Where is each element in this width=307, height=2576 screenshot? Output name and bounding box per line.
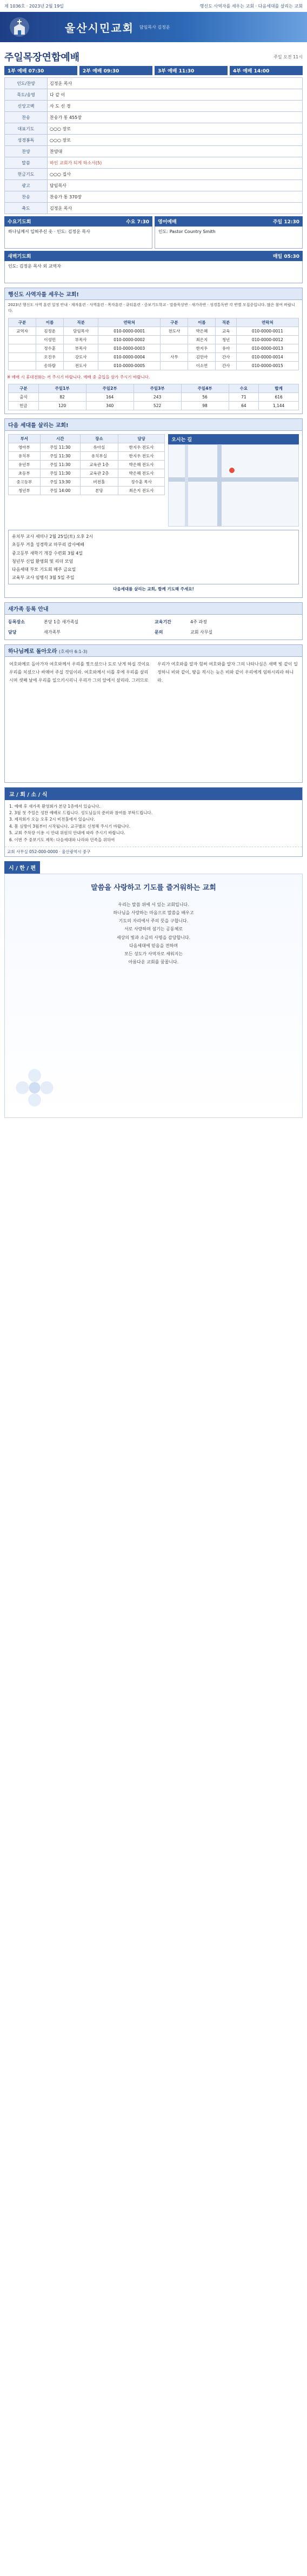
info-value: 본당 1층 새가족실: [44, 619, 79, 624]
cell: 164: [86, 393, 134, 402]
cell: 010-0000-0012: [236, 336, 298, 344]
cell: 교육관 2층: [80, 469, 118, 478]
sermon-body: 여호와께로 돌아가자 여호와께서 우리를 찢으셨으나 도로 낫게 하실 것이요 우리를 치셨으나 싸매어 주실 것임이라. 여호와께서 이틀 후에 우리를 살리시며 셋째 날에 우리를 일으키시리니 우리가 그의 앞에서 살리라. 그러므로 우리가 여호와를 알자 힘써 여호와를 알자 그의 나타나심은 새벽 빛 같이 일정하니 비와 같이, 땅을 적시는 늦은 비와 같이 우리에게 임하시리라 하니라.: [9, 661, 298, 683]
col-header: 이름: [36, 318, 64, 327]
col-header: 연락처: [98, 318, 161, 327]
ministry-note: ※ 예배 시 휴대전화는 꺼 주시기 바랍니다. 예배 중 출입을 삼가 주시기 바랍니다.: [7, 375, 150, 380]
table-row: [9, 469, 165, 478]
cell: 71: [229, 393, 259, 402]
order-key: 찬송: [5, 191, 48, 203]
info-value: 4주 과정: [190, 619, 207, 624]
sermon-header: [5, 645, 302, 657]
wednesday-header: [4, 216, 152, 227]
poem-line: 우리는 말씀 위에 서 있는 교회입니다.: [118, 902, 189, 907]
order-value: 담임목사: [48, 180, 303, 191]
poem-title: 말씀을 사랑하고 기도를 즐거워하는 교회: [91, 884, 216, 893]
col-header: 구분: [9, 384, 39, 393]
order-value: ○○○ 장로: [48, 135, 303, 146]
order-key: 신앙고백: [5, 101, 48, 112]
church-banner: [0, 12, 307, 42]
list-item: 교육부 교사 임명식 3월 5일 주일: [12, 575, 75, 581]
cell: 340: [86, 402, 134, 410]
cell: 주일 11:30: [40, 443, 80, 452]
cell: 010-0000-0001: [98, 327, 161, 336]
table-row: [9, 362, 299, 370]
order-key: 헌금기도: [5, 169, 48, 180]
announcements-footer: 교회 사무실 052-000-0000 · 울산광역시 중구: [5, 847, 302, 856]
order-key: 찬양: [5, 146, 48, 157]
cell: 출석: [9, 393, 39, 402]
poem-line: 아름다운 교회를 꿈꿉니다.: [128, 960, 179, 965]
top-bar: [0, 0, 307, 12]
order-value: 하인 교회가 되게 하소서(5): [48, 157, 303, 169]
ministry-paragraph: 2023년 행신도 사역 훈련 일정 안내 · 제자훈련 · 사역훈련 · 목자훈련 · 큐티훈련 · 중보기도학교 · 말씀묵상반 · 새가족반 · 성경통독반 각 반별 모집중입니다. 많은 참여 바랍니다.: [8, 303, 295, 313]
poem-line: 하나님을 사랑하는 마음으로 말씀을 배우고: [113, 910, 194, 915]
order-value: 찬송가 통 370장: [48, 191, 303, 203]
attendance-table: [8, 384, 299, 410]
service-time-2: 2부 예배 09:30: [79, 66, 152, 75]
cell: 간사: [216, 362, 236, 370]
cell: 유치부: [9, 452, 41, 461]
col-header: 부서: [9, 435, 41, 443]
cell: [161, 336, 188, 344]
table-row: [9, 452, 165, 461]
order-value: 김정운 목사: [48, 78, 303, 89]
cell: 영아부: [9, 443, 41, 452]
list-item: 유치부 교사 세미나 2월 25일(토) 오후 2시: [12, 534, 94, 540]
list-item: 5. 교회 주차장 이용 시 안내 위원의 안내에 따라 주시기 바랍니다.: [9, 830, 125, 836]
order-key: 성경봉독: [5, 135, 48, 146]
cell: 청년부: [9, 487, 41, 495]
cell: 김민아: [188, 353, 216, 362]
cell: 담임목사: [64, 327, 98, 336]
cell: 전도사: [161, 327, 188, 336]
english-body: 인도: Pastor Country Smith: [155, 227, 303, 249]
cell: 부목사: [64, 344, 98, 353]
cell: 간사: [216, 353, 236, 362]
col-header: 장소: [80, 435, 118, 443]
info-key: 담당: [8, 629, 17, 635]
dawn-time: 매일 05:30: [272, 254, 299, 259]
service-time-3: 3부 예배 11:30: [155, 66, 228, 75]
order-key: 찬송: [5, 112, 48, 123]
cell: 56: [181, 393, 229, 402]
order-value: 찬송가 통 455장: [48, 112, 303, 123]
english-time: 주일 12:30: [272, 219, 299, 225]
cell: 1,144: [259, 402, 299, 410]
list-item: 중고등부 새학기 개강 수련회 3월 4일: [12, 550, 83, 556]
next-gen-slogan: 다음세대를 살리는 교회, 함께 기도해 주세요!: [113, 587, 194, 592]
cell: 한지우 전도사: [118, 452, 165, 461]
cell: 010-0000-0015: [236, 362, 298, 370]
cell: 한지우 전도사: [118, 443, 165, 452]
dawn-label: 새벽기도회: [8, 254, 31, 259]
cell: [9, 344, 36, 353]
poem-line: 다음세대에 믿음을 전하며: [129, 943, 178, 948]
cell: 243: [134, 393, 181, 402]
order-value: 찬양대: [48, 146, 303, 157]
order-value: ○○○ 집사: [48, 169, 303, 180]
cell: 유년부: [9, 461, 41, 469]
cell: 유아: [216, 344, 236, 353]
cell: 오진우: [36, 353, 64, 362]
church-location-pin-icon: [228, 467, 236, 474]
list-item: 6. 이번 주 중보기도 제목: 다음세대와 나라와 민족을 위하여: [9, 837, 115, 842]
cell: 박은혜: [188, 327, 216, 336]
list-item: 다음세대 부모 기도회 매주 금요일: [12, 567, 76, 572]
wednesday-time: 수요 7:30: [126, 219, 149, 225]
sermon-section: [4, 644, 303, 783]
next-gen-section: [4, 418, 303, 597]
col-header: 연락처: [236, 318, 298, 327]
cell: 유아실: [80, 443, 118, 452]
cell: 강도사: [64, 353, 98, 362]
events-list: [8, 530, 299, 584]
cell: 이성민: [36, 336, 64, 344]
location-map[interactable]: [168, 444, 299, 527]
pastor-name: 담임목사 김정운: [139, 24, 170, 30]
table-row: [9, 336, 299, 344]
cell: 120: [38, 402, 86, 410]
cell: [161, 362, 188, 370]
cell: 010-0000-0003: [98, 344, 161, 353]
staff-table: [8, 318, 299, 370]
sermon-title: 하나님께로 돌아오라: [8, 648, 57, 655]
poem-line: 서로 사랑하며 섬기는 공동체로: [124, 927, 183, 932]
col-header: 주일1부: [38, 384, 86, 393]
col-header: 주일3부: [134, 384, 181, 393]
list-item: 청년부 신입 환영회 및 리더 모임: [12, 558, 74, 564]
cell: 주일 14:00: [40, 487, 80, 495]
worship-subtitle: 주일 오전 11시: [273, 54, 303, 59]
cell: 정수훈 목사: [118, 478, 165, 487]
cell: [9, 362, 36, 370]
cell: 최은지 전도사: [118, 487, 165, 495]
new-family-section: [4, 602, 303, 640]
table-row: [9, 344, 299, 353]
cell: 82: [38, 393, 86, 402]
cell: 교육관 1층: [80, 461, 118, 469]
col-header: 이름: [188, 318, 216, 327]
cell: 송하람: [36, 362, 64, 370]
worship-order-table: [4, 77, 303, 214]
cell: 010-0000-0002: [98, 336, 161, 344]
order-key: 말씀: [5, 157, 48, 169]
table-row: [9, 393, 299, 402]
cell: [9, 353, 36, 362]
order-value: 사 도 신 경: [48, 101, 303, 112]
cell: 98: [181, 402, 229, 410]
col-header: 직분: [216, 318, 236, 327]
motto-text: 행신도 사역자를 세우는 교회 · 다음세대를 살리는 교회: [199, 3, 303, 9]
table-row: [9, 478, 165, 487]
worship-title: 주일목장연합예배: [4, 52, 80, 63]
table-row: [9, 402, 299, 410]
service-time-4: 4부 예배 14:00: [230, 66, 303, 75]
list-item: 초등부 겨울 성경학교 마무리 감사예배: [12, 542, 84, 548]
ministry-section: [4, 288, 303, 414]
table-row: [9, 443, 165, 452]
order-key: 대표기도: [5, 123, 48, 135]
info-key: 교육기간: [155, 619, 171, 624]
cell: 이소연: [188, 362, 216, 370]
cell: 주일 11:30: [40, 469, 80, 478]
dawn-header: [4, 251, 303, 261]
col-header: 구분: [9, 318, 36, 327]
cell: 유치부실: [80, 452, 118, 461]
poem-line: 세상의 빛과 소금의 사명을 감당합니다.: [116, 935, 191, 940]
list-item: 3. 제직회가 오늘 오후 2시 비전홀에서 있습니다.: [9, 817, 96, 822]
col-header: 수요: [229, 384, 259, 393]
sermon-scripture: (호세아 6:1-3): [58, 649, 88, 654]
cell: 주일 13:30: [40, 478, 80, 487]
church-logo-icon: [9, 16, 30, 38]
new-family-title: 새가족 등록 안내: [5, 603, 302, 615]
announcements-section: [4, 787, 303, 857]
cell: 박은혜 전도사: [118, 469, 165, 478]
cell: 한지우: [188, 344, 216, 353]
cell: 비전홀: [80, 478, 118, 487]
order-key: 축도: [5, 203, 48, 214]
map-title: 오시는 길: [171, 437, 192, 443]
order-value: 김정운 목사: [48, 203, 303, 214]
poem-label: 시 / 한 / 편: [4, 861, 40, 874]
cell: 본당: [80, 487, 118, 495]
service-time-1: 1부 예배 07:30: [4, 66, 77, 75]
order-value: ○○○ 장로: [48, 123, 303, 135]
table-row: [9, 327, 299, 336]
cell: 중고등부: [9, 478, 41, 487]
list-item: 2. 3월 첫 주일은 성찬 예배로 드립니다. 성도님들의 준비와 참여를 부탁드립니다.: [9, 810, 153, 815]
col-header: 주일4부: [181, 384, 229, 393]
list-item: 1. 예배 후 새가족 환영회가 본당 1층에서 있습니다.: [9, 803, 101, 809]
col-header: 담당: [118, 435, 165, 443]
cell: 초등부: [9, 469, 41, 478]
list-item: 4. 봄 심방이 3월부터 시작됩니다. 교구별로 신청해 주시기 바랍니다.: [9, 823, 131, 829]
cell: 010-0000-0005: [98, 362, 161, 370]
ministry-title: 행신도 사역자를 세우는 교회!: [5, 288, 302, 300]
wednesday-label: 수요기도회: [8, 219, 31, 225]
cell: 010-0000-0011: [236, 327, 298, 336]
cell: 전도사: [64, 362, 98, 370]
order-key: 묵도/송영: [5, 89, 48, 101]
poem-section: [4, 861, 303, 1118]
poem-box: [4, 874, 303, 1118]
cell: [9, 336, 36, 344]
cell: 최은지: [188, 336, 216, 344]
cell: [161, 344, 188, 353]
order-key: 광고: [5, 180, 48, 191]
info-key: 문의: [155, 629, 163, 635]
announcements-body: [5, 800, 302, 847]
cell: 64: [229, 402, 259, 410]
cell: 010-0000-0004: [98, 353, 161, 362]
cell: 교역자: [9, 327, 36, 336]
english-label: 영어예배: [158, 219, 177, 225]
cell: 부목사: [64, 336, 98, 344]
col-header: 합계: [259, 384, 299, 393]
english-header: [155, 216, 303, 227]
cell: 교육: [216, 327, 236, 336]
col-header: 구분: [161, 318, 188, 327]
announcements-title: 교 / 회 / 소 / 식: [5, 788, 302, 800]
table-row: [9, 353, 299, 362]
col-header: 시간: [40, 435, 80, 443]
order-value: 다 같 이: [48, 89, 303, 101]
cell: 616: [259, 393, 299, 402]
cell: 헌금: [9, 402, 39, 410]
cell: 박은혜 전도사: [118, 461, 165, 469]
table-row: [9, 487, 165, 495]
cell: 정수훈: [36, 344, 64, 353]
cell: 522: [134, 402, 181, 410]
cell: 주일 11:30: [40, 461, 80, 469]
col-header: 직분: [64, 318, 98, 327]
poem-line: 기도의 자리에서 주의 뜻을 구합니다.: [118, 918, 189, 924]
church-name: 울산시민교회: [65, 21, 134, 35]
cell: 010-0000-0013: [236, 344, 298, 353]
dawn-body: 인도: 김정운 목사 외 교역자: [4, 261, 303, 283]
decorative-flower-icon: [10, 1063, 59, 1112]
col-header: 주일2부: [86, 384, 134, 393]
wednesday-body: 하나님께서 입혀주신 옷 · 인도: 김정운 목사: [4, 227, 152, 249]
table-row: [9, 461, 165, 469]
info-value: 새가족부: [44, 629, 61, 635]
issue-text: 제 1036호 · 2023년 2월 19일: [4, 3, 64, 9]
department-table: [8, 434, 165, 495]
order-key: 인도/찬양: [5, 78, 48, 89]
next-gen-title: 다음 세대를 살리는 교회!: [5, 419, 302, 431]
cell: 사무: [161, 353, 188, 362]
poem-line: 모든 성도가 사역자로 세워지는: [124, 951, 183, 956]
info-value: 교회 사무실: [190, 629, 213, 635]
cell: 김정운: [36, 327, 64, 336]
info-key: 등록장소: [8, 619, 25, 624]
cell: 010-0000-0014: [236, 353, 298, 362]
cell: 주일 11:30: [40, 452, 80, 461]
map-header: [168, 434, 299, 444]
cell: 청년: [216, 336, 236, 344]
